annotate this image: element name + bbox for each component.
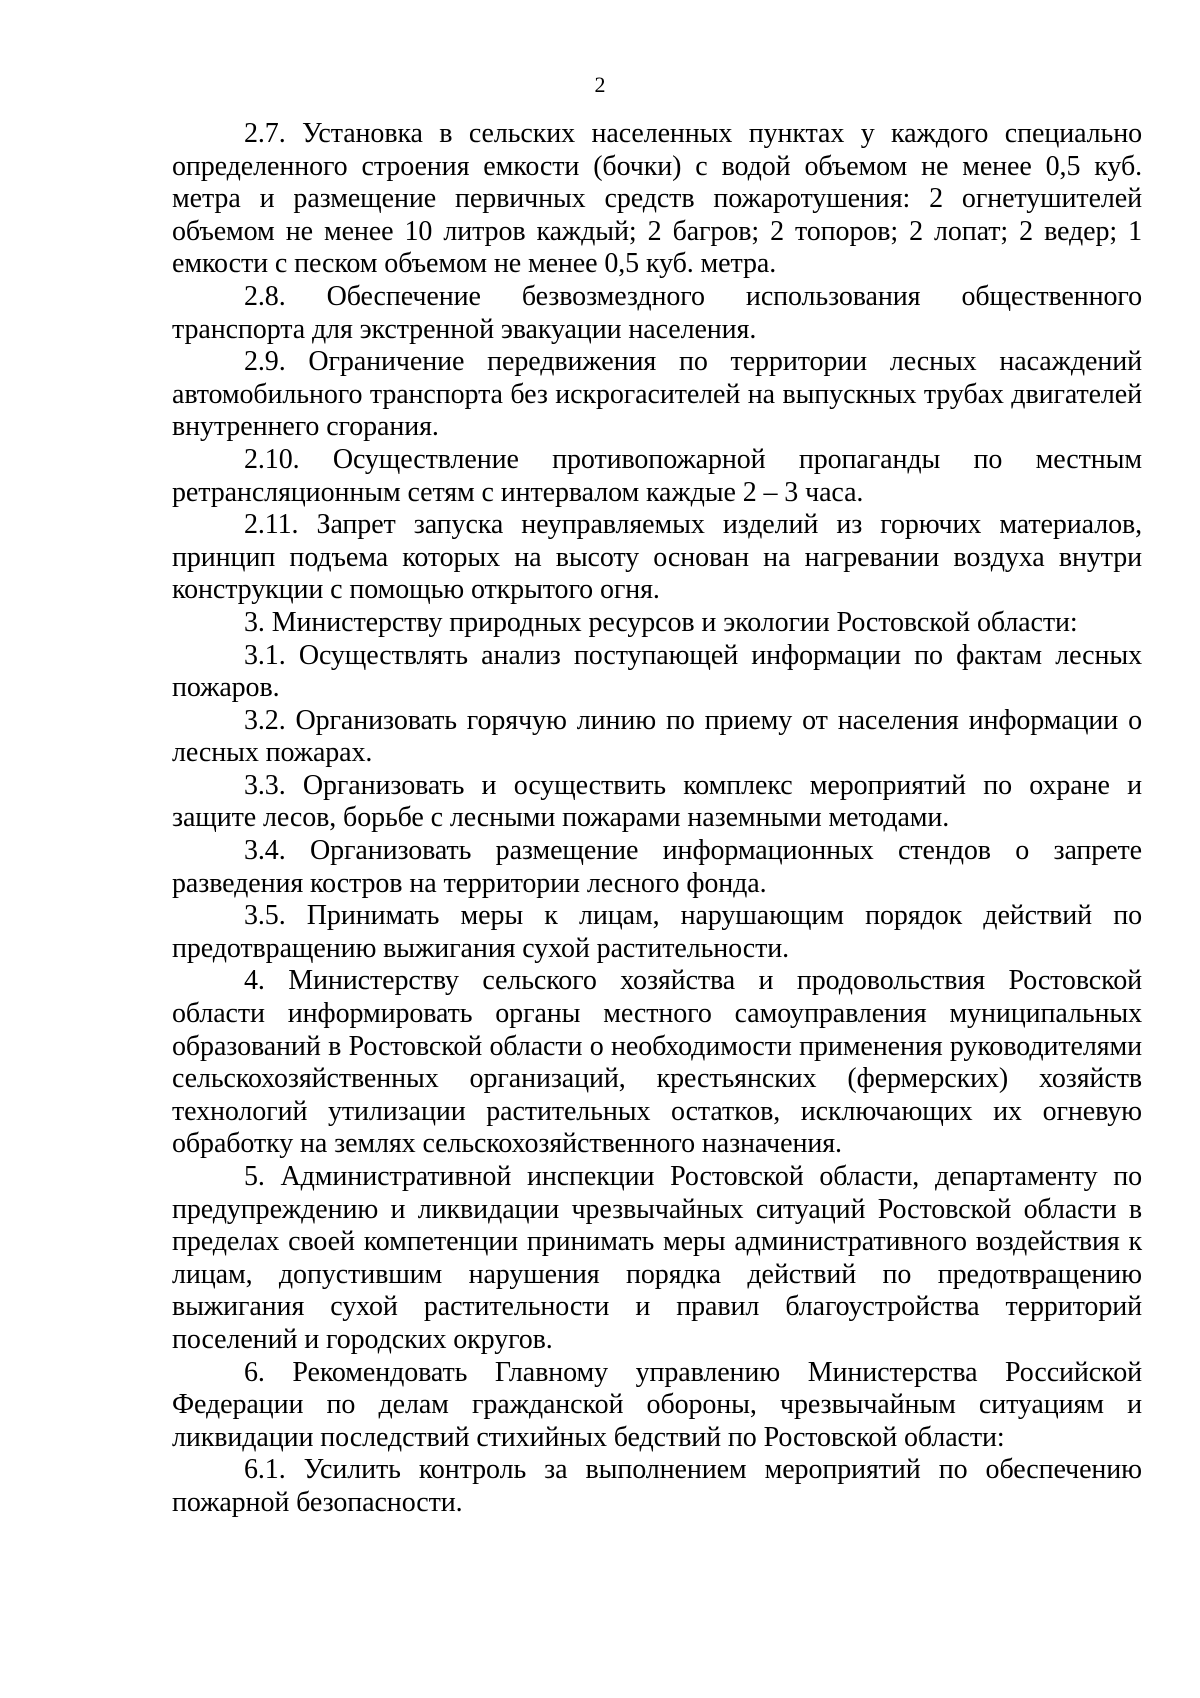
paragraph-3-4: 3.4. Организовать размещение информационных стендов о запрете разведения костров на территории лесного фонда. bbox=[172, 835, 1142, 899]
document-body bbox=[172, 118, 1142, 1520]
paragraph-2-11: 2.11. Запрет запуска неуправляемых изделий из горючих материалов, принцип подъема которых на высоту основан на нагревании воздуха внутри конструкции с помощью открытого огня. bbox=[172, 509, 1142, 606]
paragraph-4: 4. Министерству сельского хозяйства и продовольствия Ростовской области информировать органы местного самоуправления муниципальных образований в Ростовской области о необходимости применения руководителями сельскохозяйственных организаций, крестьянских (фермерских) хозяйств технологий утилизации растительных остатков, исключающих их огневую обработку на землях сельскохозяйственного назначения. bbox=[172, 965, 1142, 1160]
paragraph-2-7: 2.7. Установка в сельских населенных пунктах у каждого специально определенного строения емкости (бочки) с водой объемом не менее 0,5 куб. метра и размещение первичных средств пожаротушения: 2 огнетушителей объемом не менее 10 литров каждый; 2 багров; 2 топоров; 2 лопат; 2 ведер; 1 емкости с песком объемом не менее 0,5 куб. метра. bbox=[172, 118, 1142, 280]
paragraph-2-9: 2.9. Ограничение передвижения по территории лесных насаждений автомобильного транспорта без искрогасителей на выпускных трубах двигателей внутреннего сгорания. bbox=[172, 346, 1142, 443]
paragraph-3-1: 3.1. Осуществлять анализ поступающей информации по фактам лесных пожаров. bbox=[172, 639, 1142, 704]
paragraph-3-5: 3.5. Принимать меры к лицам, нарушающим порядок действий по предотвращению выжигания сухой растительности. bbox=[172, 900, 1142, 964]
paragraph-2-10: 2.10. Осуществление противопожарной пропаганды по местным ретрансляционным сетям с интервалом каждые 2 – 3 часа. bbox=[172, 443, 1142, 508]
paragraph-2-8: 2.8. Обеспечение безвозмездного использования общественного транспорта для экстренной эвакуации населения. bbox=[172, 280, 1142, 345]
paragraph-3-3: 3.3. Организовать и осуществить комплекс мероприятий по охране и защите лесов, борьбе с лесными пожарами наземными методами. bbox=[172, 769, 1142, 834]
page-number: 2 bbox=[594, 72, 606, 97]
paragraph-6: 6. Рекомендовать Главному управлению Министерства Российской Федерации по делам гражданской обороны, чрезвычайным ситуациям и ликвидации последствий стихийных бедствий по Ростовской области: bbox=[172, 1356, 1142, 1453]
paragraph-5: 5. Административной инспекции Ростовской области, департаменту по предупреждению и ликвидации чрезвычайных ситуаций Ростовской области в пределах своей компетенции принимать меры административного воздействия к лицам, допустившим нарушения порядка действий по предотвращению выжигания сухой растительности и правил благоустройства территорий поселений и городских округов. bbox=[172, 1161, 1142, 1355]
paragraph-6-1: 6.1. Усилить контроль за выполнением мероприятий по обеспечению пожарной безопасности. bbox=[172, 1454, 1142, 1518]
paragraph-3: 3. Министерству природных ресурсов и экологии Ростовской области: bbox=[244, 606, 1078, 638]
paragraph-3-2: 3.2. Организовать горячую линию по приему от населения информации о лесных пожарах. bbox=[172, 704, 1142, 769]
